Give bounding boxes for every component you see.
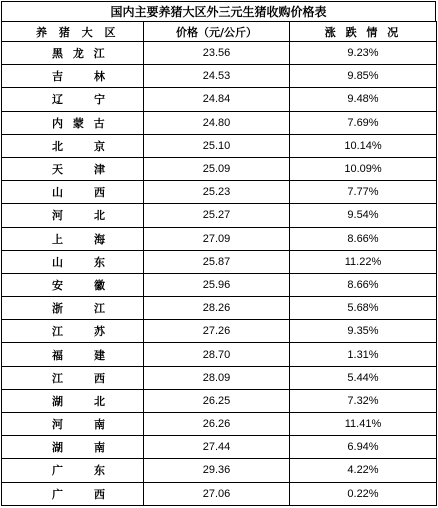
change-cell: 6.94%: [290, 436, 437, 459]
price-cell: 24.84: [144, 88, 290, 111]
region-cell: 广 东: [2, 459, 144, 482]
table-row: [2, 111, 437, 134]
change-cell: 10.14%: [290, 134, 437, 157]
price-cell: 25.87: [144, 250, 290, 273]
price-document: [1, 1, 436, 506]
price-cell: 28.70: [144, 343, 290, 366]
region-cell: 山 东: [2, 250, 144, 273]
header-price: 价格（元/公斤）: [144, 22, 290, 42]
change-cell: 9.48%: [290, 88, 437, 111]
table-row: [2, 134, 437, 157]
table-row: [2, 42, 437, 65]
price-cell: 24.80: [144, 111, 290, 134]
price-cell: 28.26: [144, 297, 290, 320]
price-cell: 25.10: [144, 134, 290, 157]
region-cell: 湖 南: [2, 436, 144, 459]
change-cell: 5.44%: [290, 366, 437, 389]
table-row: [2, 459, 437, 482]
table-row: [2, 343, 437, 366]
table-row: [2, 482, 437, 505]
change-cell: 7.77%: [290, 181, 437, 204]
table-row: [2, 88, 437, 111]
table-title: 国内主要养猪大区外三元生猪收购价格表: [1, 1, 436, 21]
change-cell: 8.66%: [290, 227, 437, 250]
table-row: [2, 65, 437, 88]
change-cell: 1.31%: [290, 343, 437, 366]
region-cell: 上 海: [2, 227, 144, 250]
region-cell: 河 南: [2, 413, 144, 436]
price-table: [1, 21, 437, 506]
price-cell: 25.09: [144, 157, 290, 180]
region-cell: 河 北: [2, 204, 144, 227]
region-cell: 辽 宁: [2, 88, 144, 111]
price-cell: 27.44: [144, 436, 290, 459]
region-cell: 北 京: [2, 134, 144, 157]
price-cell: 23.56: [144, 42, 290, 65]
change-cell: 9.35%: [290, 320, 437, 343]
region-cell: 广 西: [2, 482, 144, 505]
header-region: 养 猪 大 区: [2, 22, 144, 42]
region-cell: 天 津: [2, 157, 144, 180]
region-cell: 浙 江: [2, 297, 144, 320]
header-change: 涨 跌 情 况: [290, 22, 437, 42]
change-cell: 9.23%: [290, 42, 437, 65]
table-row: [2, 273, 437, 296]
change-cell: 10.09%: [290, 157, 437, 180]
region-cell: 湖 北: [2, 389, 144, 412]
table-row: [2, 366, 437, 389]
price-cell: 24.53: [144, 65, 290, 88]
region-cell: 江 西: [2, 366, 144, 389]
change-cell: 9.85%: [290, 65, 437, 88]
change-cell: 9.54%: [290, 204, 437, 227]
region-cell: 黑 龙 江: [2, 42, 144, 65]
region-cell: 安 徽: [2, 273, 144, 296]
price-cell: 27.26: [144, 320, 290, 343]
price-cell: 25.96: [144, 273, 290, 296]
price-cell: 28.09: [144, 366, 290, 389]
change-cell: 11.22%: [290, 250, 437, 273]
header-row: [2, 22, 437, 42]
price-cell: 26.26: [144, 413, 290, 436]
change-cell: 8.66%: [290, 273, 437, 296]
region-cell: 福 建: [2, 343, 144, 366]
table-row: [2, 204, 437, 227]
table-row: [2, 227, 437, 250]
region-cell: 江 苏: [2, 320, 144, 343]
table-body: [2, 42, 437, 506]
region-cell: 吉 林: [2, 65, 144, 88]
price-cell: 29.36: [144, 459, 290, 482]
change-cell: 7.69%: [290, 111, 437, 134]
price-cell: 25.23: [144, 181, 290, 204]
change-cell: 4.22%: [290, 459, 437, 482]
table-row: [2, 320, 437, 343]
table-row: [2, 389, 437, 412]
region-cell: 内 蒙 古: [2, 111, 144, 134]
table-row: [2, 413, 437, 436]
change-cell: 11.41%: [290, 413, 437, 436]
price-cell: 27.06: [144, 482, 290, 505]
change-cell: 5.68%: [290, 297, 437, 320]
change-cell: 0.22%: [290, 482, 437, 505]
price-cell: 26.25: [144, 389, 290, 412]
table-row: [2, 250, 437, 273]
table-row: [2, 157, 437, 180]
table-row: [2, 181, 437, 204]
table-row: [2, 436, 437, 459]
table-row: [2, 297, 437, 320]
region-cell: 山 西: [2, 181, 144, 204]
price-cell: 25.27: [144, 204, 290, 227]
change-cell: 7.32%: [290, 389, 437, 412]
price-cell: 27.09: [144, 227, 290, 250]
